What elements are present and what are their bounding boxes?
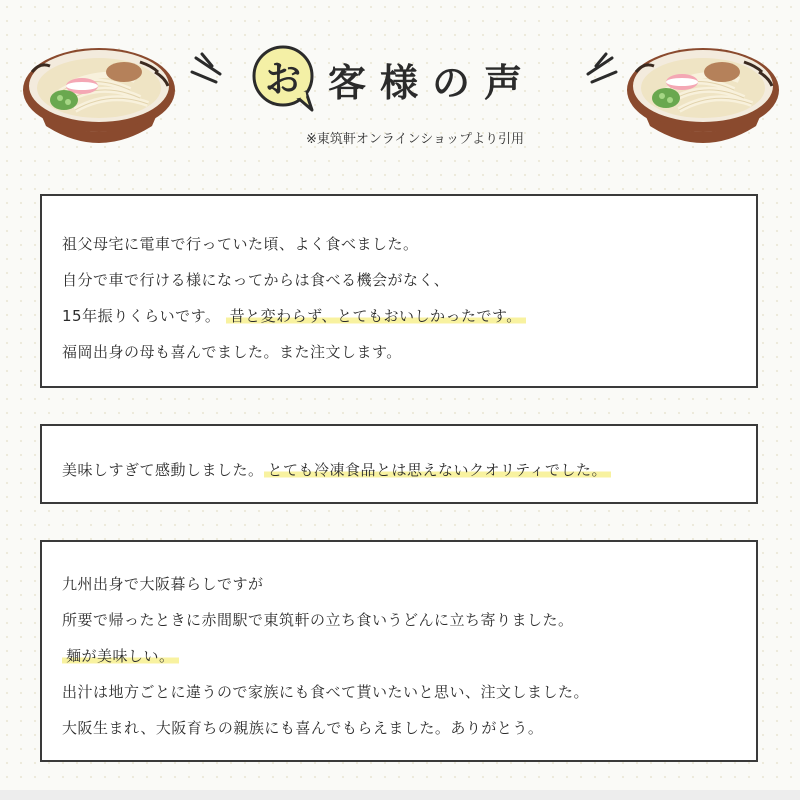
review-card [40, 540, 758, 762]
review-line: 九州出身で大阪暮らしですが [62, 575, 264, 593]
review-line: 福岡出身の母も喜んでました。また注文します。 [62, 343, 402, 361]
page-title [250, 44, 536, 114]
review-line: 祖父母宅に電車で行っていた頃、よく食べました。 [62, 235, 419, 253]
review-line [62, 298, 756, 334]
highlighted-text: 麺が美味しい。 [62, 647, 179, 665]
review-line: 自分で車で行ける様になってからは食べる機会がなく、 [62, 271, 450, 289]
bottom-bar [0, 790, 800, 800]
source-note: ※東筑軒オンラインショップより引用 [306, 132, 524, 147]
review-line [62, 638, 756, 674]
review-line: 所要で帰ったときに赤間駅で東筑軒の立ち食いうどんに立ち寄りました。 [62, 611, 574, 629]
review-line [62, 452, 756, 488]
speech-bubble [250, 44, 320, 114]
bubble-character: お [264, 58, 301, 100]
review-line: 出汁は地方ごとに違うので家族にも食べて貰いたいと思い、注文しました。 [62, 683, 590, 701]
highlighted-text: 昔と変わらず、とてもおいしかったです。 [226, 307, 526, 325]
review-card [40, 194, 758, 388]
highlighted-text: とても冷凍食品とは思えないクオリティでした。 [264, 461, 612, 479]
heading-text: 客様の声 [328, 60, 537, 105]
burst-lines-icon [574, 52, 618, 96]
review-card [40, 424, 758, 504]
review-text: 美味しすぎて感動しました。 [62, 461, 264, 479]
review-line: 大阪生まれ、大阪育ちの親族にも喜んでもらえました。ありがとう。 [62, 719, 544, 737]
review-text: 15年振りくらいです。 [62, 307, 221, 325]
burst-lines-icon [190, 52, 234, 96]
